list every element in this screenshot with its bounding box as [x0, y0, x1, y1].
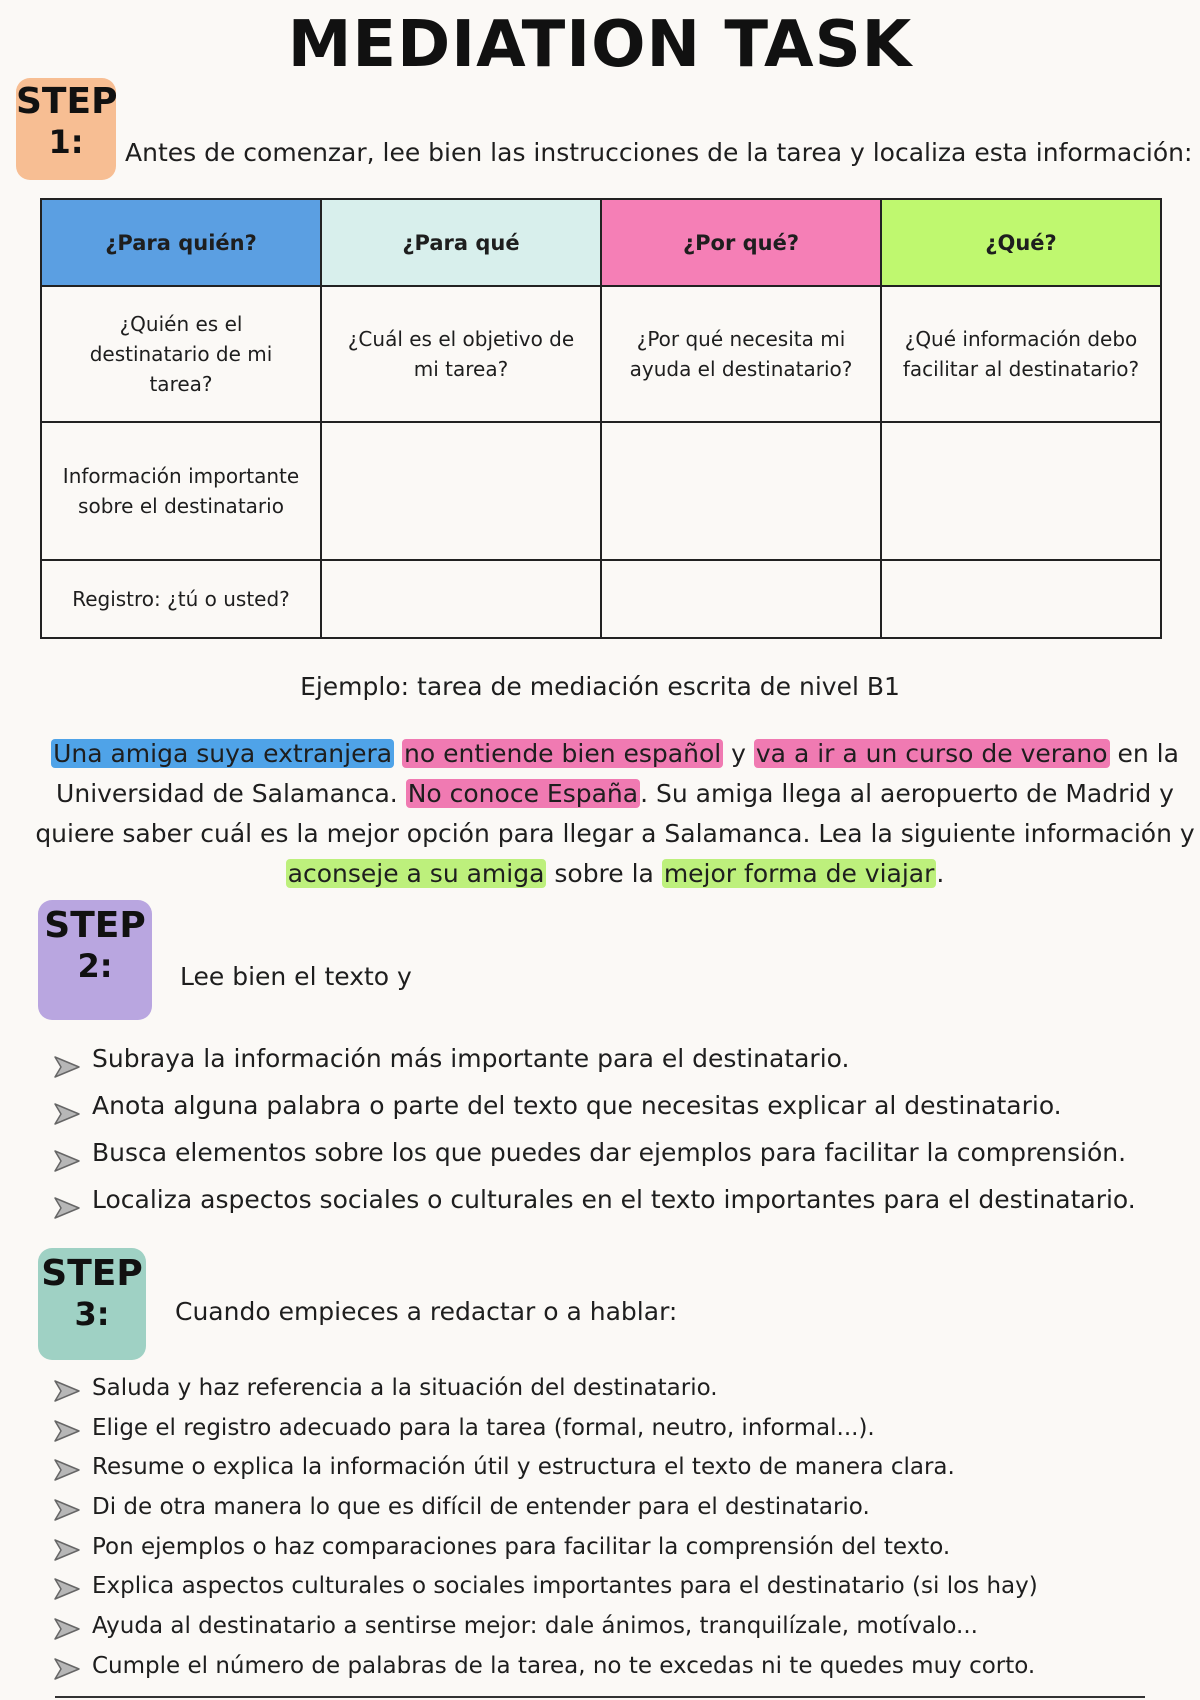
- header-por-que: ¿Por qué?: [601, 199, 881, 286]
- step-2-intro: Lee bien el texto y: [180, 962, 412, 991]
- empty-answer-cell[interactable]: [601, 560, 881, 638]
- list-item-text: Pon ejemplos o haz comparaciones para facilitar la comprensión del texto.: [92, 1533, 951, 1560]
- list-item: [52, 1129, 1192, 1176]
- list-item: [52, 1369, 1192, 1409]
- list-item: [52, 1035, 1192, 1082]
- arrow-bullet-icon: [52, 1456, 82, 1480]
- list-item-text: Explica aspectos culturales o sociales importantes para el destinatario (si los hay): [92, 1573, 1038, 1600]
- example-text-segment: [394, 739, 402, 768]
- list-item-text: Subraya la información más importante para el destinatario.: [92, 1044, 850, 1073]
- table-cell: ¿Qué información debo facilitar al destinatario?: [881, 286, 1161, 422]
- table-row: [41, 422, 1161, 560]
- step-3-badge: [38, 1248, 146, 1360]
- arrow-bullet-icon: [52, 1496, 82, 1520]
- empty-answer-cell[interactable]: [601, 422, 881, 560]
- list-item-text: Ayuda al destinatario a sentirse mejor: dale ánimos, tranquilízale, motívalo...: [92, 1613, 978, 1640]
- example-text-segment: en la Universidad de Salamanca.: [56, 739, 1179, 808]
- arrow-bullet-icon: [52, 1094, 82, 1118]
- list-item: [52, 1647, 1192, 1687]
- step-2-number: 2:: [77, 947, 113, 985]
- list-item-text: Busca elementos sobre los que puedes dar ejemplos para facilitar la comprensión.: [92, 1138, 1127, 1167]
- step-2-list: [52, 1035, 1192, 1223]
- header-para-quien: ¿Para quién?: [41, 199, 321, 286]
- page-title: MEDIATION TASK: [287, 8, 913, 82]
- highlighted-phrase-blue: Una amiga suya extranjera: [53, 739, 393, 768]
- example-text-segment: y: [723, 739, 754, 768]
- step-3-label: STEP: [41, 1253, 143, 1294]
- list-item: [52, 1176, 1192, 1223]
- highlighted-phrase-green: aconseje a su amiga: [287, 859, 545, 888]
- list-item-text: Saluda y haz referencia a la situación del destinatario.: [92, 1375, 718, 1401]
- step-1-label: STEP: [16, 81, 118, 122]
- step-3-number: 3:: [74, 1295, 110, 1333]
- list-item-text: Di de otra manera lo que es difícil de entender para el destinatario.: [92, 1494, 870, 1521]
- arrow-bullet-icon: [52, 1615, 82, 1639]
- table-row: [41, 286, 1161, 422]
- empty-answer-cell[interactable]: [321, 422, 601, 560]
- list-item-text: Anota alguna palabra o parte del texto que necesitas explicar al destinatario.: [92, 1091, 1062, 1120]
- arrow-bullet-icon: [52, 1536, 82, 1560]
- example-text-segment: . Su amiga llega al aeropuerto de Madrid y quiere saber cuál es la mejor opción para llegar a Salamanca. Lea la siguiente información y: [35, 779, 1195, 848]
- step-3-list: [52, 1369, 1192, 1687]
- step-1-badge: [16, 78, 116, 180]
- header-que: ¿Qué?: [881, 199, 1161, 286]
- highlighted-phrase-pink: No conoce España: [407, 779, 639, 808]
- step-2-badge: [38, 900, 152, 1020]
- table-cell: ¿Quién es el destinatario de mi tarea?: [41, 286, 321, 422]
- empty-answer-cell[interactable]: [881, 422, 1161, 560]
- list-item: [52, 1528, 1192, 1568]
- table-cell: Registro: ¿tú o usted?: [41, 560, 321, 638]
- list-item: [52, 1488, 1192, 1528]
- step-2-label: STEP: [44, 905, 146, 946]
- example-heading: Ejemplo: tarea de mediación escrita de nivel B1: [300, 672, 900, 701]
- arrow-bullet-icon: [52, 1417, 82, 1441]
- example-text-segment: .: [936, 859, 945, 888]
- arrow-bullet-icon: [52, 1141, 82, 1165]
- empty-answer-cell[interactable]: [881, 560, 1161, 638]
- list-item: [52, 1607, 1192, 1647]
- highlighted-phrase-pink: no entiende bien español: [404, 739, 722, 768]
- arrow-bullet-icon: [52, 1575, 82, 1599]
- highlighted-phrase-pink: va a ir a un curso de verano: [755, 739, 1108, 768]
- list-item: [52, 1567, 1192, 1607]
- arrow-bullet-icon: [52, 1377, 82, 1401]
- bottom-divider: [55, 1696, 1145, 1698]
- table-cell: ¿Cuál es el objetivo de mi tarea?: [321, 286, 601, 422]
- table-cell: ¿Por qué necesita mi ayuda el destinatario?: [601, 286, 881, 422]
- list-item: [52, 1409, 1192, 1449]
- empty-answer-cell[interactable]: [321, 560, 601, 638]
- list-item-text: Cumple el número de palabras de la tarea, no te excedas ni te quedes muy corto.: [92, 1652, 1036, 1679]
- mediation-info-table: [40, 198, 1162, 639]
- header-para-que: ¿Para qué: [321, 199, 601, 286]
- arrow-bullet-icon: [52, 1188, 82, 1212]
- example-text-segment: sobre la: [546, 859, 662, 888]
- arrow-bullet-icon: [52, 1047, 82, 1071]
- list-item: [52, 1082, 1192, 1129]
- table-cell: Información importante sobre el destinatario: [41, 422, 321, 560]
- arrow-bullet-icon: [52, 1655, 82, 1679]
- step-3-intro: Cuando empieces a redactar o a hablar:: [175, 1297, 678, 1326]
- list-item: [52, 1448, 1192, 1488]
- step-1-instruction: Antes de comenzar, lee bien las instrucciones de la tarea y localiza esta información:: [125, 138, 1193, 167]
- example-task-text: [30, 734, 1200, 894]
- list-item-text: Elige el registro adecuado para la tarea (formal, neutro, informal...).: [92, 1414, 875, 1441]
- highlighted-phrase-green: mejor forma de viajar: [663, 859, 935, 888]
- step-1-number: 1:: [48, 123, 84, 161]
- list-item-text: Localiza aspectos sociales o culturales en el texto importantes para el destinatario.: [92, 1185, 1136, 1214]
- list-item-text: Resume o explica la información útil y estructura el texto de manera clara.: [92, 1454, 955, 1481]
- table-row: [41, 560, 1161, 638]
